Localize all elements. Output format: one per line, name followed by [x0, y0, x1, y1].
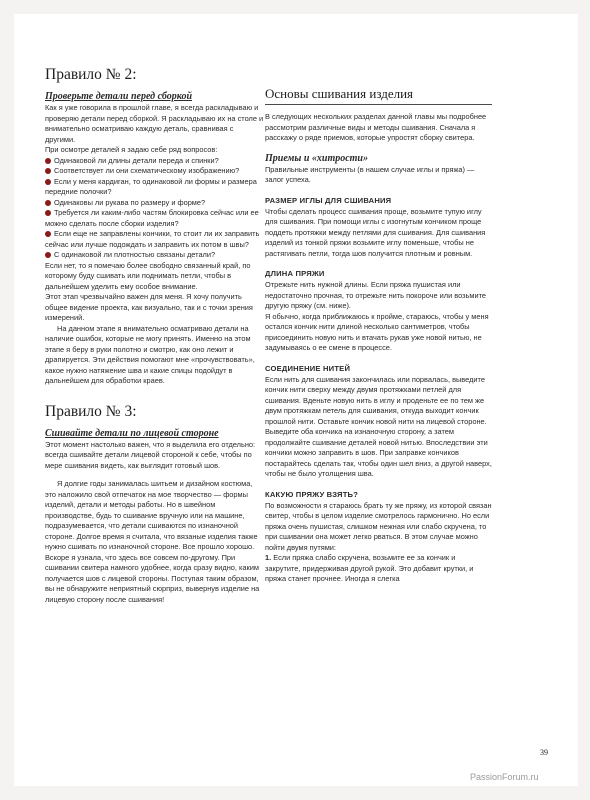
joining-yarn-heading: СОЕДИНЕНИЕ НИТЕЙ: [265, 363, 351, 373]
which-yarn-paragraph: По возможности я стараюсь брать ту же пряжу, из которой связан свитер, чтобы в целом изделие смотрелось гармонично. Но если пряжа очень пушистая, слишком нежная или слабо скручена, то при сшивании она может легко рваться. В этом случае можно пойти двумя путями:: [265, 500, 492, 552]
which-yarn-item-1: 1. Если пряжа слабо скручена, возьмите ее за кончик и закрутите, придерживая другой рукой. Это добавит крутки, и пряжа станет прочнее. Иногда я слегка: [265, 553, 474, 583]
bullet-dot-icon: [45, 158, 51, 164]
bullet-dot-icon: [45, 179, 51, 185]
rule-2-subtitle: Проверьте детали перед сборкой: [45, 91, 193, 102]
rule-3-paragraph-1: Этот момент настолько важен, что я выделила его отдельно: всегда сшивайте детали лицевой стороной к себе, чтобы по мере сшивания видеть, как выглядит готовый шов.: [45, 439, 256, 470]
yarn-length-paragraph-1: Отрежьте нить нужной длины. Если пряжа пушистая или недостаточно прочная, то отрежьте нить покороче или возьмите другую пряжу (см. ниже).: [265, 280, 487, 310]
list-item: Если у меня кардиган, то одинаковой ли формы и размера передние полочки?: [45, 176, 257, 196]
bullet-dot-icon: [45, 200, 51, 206]
right-column: [265, 86, 492, 585]
spacer: [45, 387, 265, 403]
question-list: [45, 156, 265, 261]
book-page: [14, 14, 578, 786]
bullet-dot-icon: [45, 168, 51, 174]
page-number: 39: [540, 748, 548, 757]
left-column: [45, 66, 265, 605]
rule-2-paragraph-3: Если нет, то я помечаю более свободно связанный край, по которому буду сшивать или поднимать петли, чтобы в дальнейшем уделить ему особое внимание.: [45, 260, 251, 291]
rule-3-paragraph-2: Я долгие годы занималась шитьем и дизайном костюма, это наложило свой отпечаток на мое творчество — формы изделий, детали и методы работы. Но в швейном производстве, будь то сшивание вручную или на машине, подразумевается, что детали сшиваются по изнаночной стороне. Долгое время я считала, что вязаные изделия также нужно сшивать по изнаночной стороне. Все прошло хорошо. Вскоре я узнала, что здесь все совсем по-другому. При сшивании свитера намного удобнее, когда сразу видно, каким получается шов с лицевой стороны. Поступая таким образом, вы не обнаружите неприятный сюрприз, вывернув изделие на лицевую сторону после сшивания!: [45, 479, 260, 604]
list-item: Требуется ли каким-либо частям блокировка сейчас или ее можно сделать после сборки изделия?: [45, 208, 259, 228]
yarn-length-paragraph-2: Я обычно, когда приближаюсь к пройме, стараюсь, чтобы у меня остался кончик нити длиной несколько сантиметров, чтобы присоединить новую нить и втачать рукав уже новой нитью, не задумываясь о ее смене в процессе.: [265, 311, 489, 352]
rule-2-title: Правило № 2:: [45, 66, 137, 83]
intro-paragraph: В следующих нескольких разделах данной главы мы подробнее рассмотрим различные виды и методы сшивания. Сначала я расскажу о ряде приемов, которые упростят сборку свитера.: [265, 112, 487, 142]
joining-yarn-paragraph-2: Выведите оба кончика на изнаночную сторону, а затем продолжайте сшивание деталей новой нитью. Впоследствии эти кончики можно заправить в шов. При заправке кончиков постарайтесь сделать так, чтобы один шел вниз, а другой наверх, чтобы не было утолщения шва.: [265, 427, 492, 478]
tips-paragraph: Правильные инструменты (в нашем случае иглы и пряжа) — залог успеха.: [265, 164, 475, 184]
spacer: [45, 471, 265, 479]
yarn-length-heading: ДЛИНА ПРЯЖИ: [265, 269, 325, 278]
list-item: Одинаковой ли длины детали переда и спинки?: [45, 156, 265, 167]
needle-size-paragraph: Чтобы сделать процесс сшивания проще, возьмите тупую иглу для сшивания. При помощи иглы с изогнутым кончиком проще поддеть протяжки между петлями для сшивания. Для сшивания изделий из тонкой пряжи возьмите иглу поменьше, чтобы не растягивать петли, тогда шов получится плотным и ровным.: [265, 206, 486, 258]
joining-yarn-paragraph-1: Если нить для сшивания закончилась или порвалась, выведите кончик нити сверху между двумя протяжками петлей для сшивания. Вденьте новую нить в иглу и проденьте ее по тем же двум протяжкам петель для сшивания, откуда выходит кончик прошлой нити. Оставьте кончик новой нити на лицевой стороне.: [265, 374, 487, 426]
section-divider: [265, 104, 492, 105]
rule-2-paragraph-5: На данном этапе я внимательно осматриваю детали на наличие ошибок, которые не могу принять. Именно на этом этапе я беру в руки полотно и смотрю, как оно лежит и драпируется. Эти действия помогают мне «прочувствовать», какое нужно натяжение шва и какие спицы подойдут в дальнейшем для обработки краев.: [45, 323, 255, 385]
rule-2-paragraph-4: Этот этап чрезвычайно важен для меня. Я хочу получить общее видение проекта, как визуально, так и с точки зрения измерений.: [45, 292, 253, 322]
tips-title: Приемы и «хитрости»: [265, 152, 368, 164]
section-title: Основы сшивания изделия: [265, 86, 414, 101]
which-yarn-heading: КАКУЮ ПРЯЖУ ВЗЯТЬ?: [265, 489, 359, 499]
bullet-dot-icon: [45, 252, 51, 258]
rule-2-paragraph-1: Как я уже говорила в прошлой главе, я всегда раскладываю и проверяю детали перед сборкой. Я раскладываю их на столе и внимательно осматриваю каждую деталь, сравнивая с другими.: [45, 103, 264, 144]
rule-2-paragraph-2: При осмотре деталей я задаю себе ряд вопросов:: [45, 145, 218, 154]
list-item: С одинаковой ли плотностью связаны детали?: [45, 250, 265, 261]
bullet-dot-icon: [45, 210, 51, 216]
rule-3-title: Правило № 3:: [45, 402, 137, 420]
list-item: Соответствует ли они схематическому изображению?: [45, 166, 265, 177]
list-item: Одинаковы ли рукава по размеру и форме?: [45, 198, 265, 209]
bullet-dot-icon: [45, 231, 51, 237]
needle-size-heading: РАЗМЕР ИГЛЫ ДЛЯ СШИВАНИЯ: [265, 195, 392, 205]
item-number: 1.: [265, 553, 272, 562]
list-item: Если еще не заправлены кончики, то стоит ли их заправить сейчас или лучше подождать и заправить их потом в швы?: [45, 229, 260, 249]
watermark: PassionForum.ru: [470, 772, 539, 782]
rule-3-subtitle: Сшивайте детали по лицевой стороне: [45, 427, 219, 439]
